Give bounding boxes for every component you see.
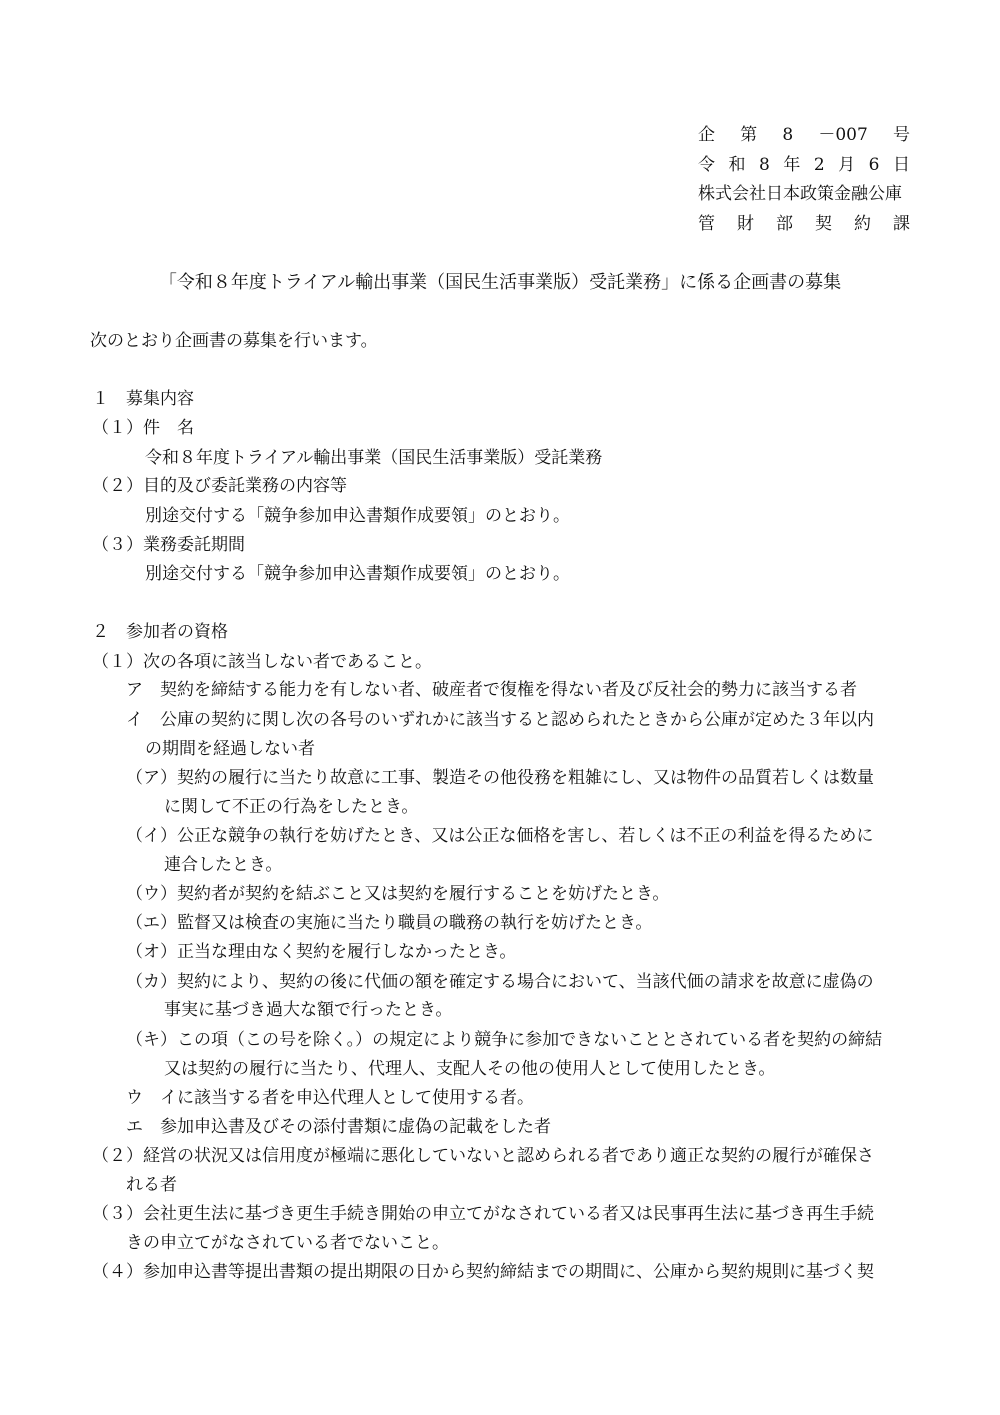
doc-date-char: 年 [783, 155, 801, 175]
doc-number-char: －007 [818, 125, 868, 145]
list-item: （２）目的及び委託業務の内容等 [92, 476, 347, 496]
sub-item: ア 契約を締結する能力を有しない者、破産者で復権を得ない者及び反社会的勢力に該当する者 [126, 680, 857, 700]
doc-date-char: 令 [698, 155, 715, 175]
issuer-department-char: 課 [893, 214, 910, 234]
list-item: （４）参加申込書等提出書類の提出期限の日から契約締結までの期間に、公庫から契約規則に基づく契 [92, 1262, 874, 1282]
list-item: （１）件 名 [92, 418, 194, 438]
doc-number-char: 第 [740, 125, 758, 145]
section-heading: ２ 参加者の資格 [92, 622, 228, 642]
clause-item: （ア）契約の履行に当たり故意に工事、製造その他役務を粗雑にし、又は物件の品質若しくは数量 [126, 768, 874, 788]
doc-date-char: 6 [868, 155, 880, 175]
issuer-department-char: 契 [815, 214, 832, 234]
clause-item: （カ）契約により、契約の後に代価の額を確定する場合において、当該代価の請求を故意に虚偽の [126, 972, 874, 992]
sub-item-continued: の期間を経過しない者 [145, 739, 315, 759]
list-item: （３）会社更生法に基づき更生手続き開始の申立てがなされている者又は民事再生法に基づき再生手続 [92, 1204, 874, 1224]
issuer-organization: 株式会社日本政策金融公庫 [698, 184, 902, 204]
issuer-department-char: 管 [698, 214, 715, 234]
list-item: （３）業務委託期間 [92, 535, 245, 555]
clause-item: （オ）正当な理由なく契約を履行しなかったとき。 [126, 942, 517, 962]
clause-item-continued: 又は契約の履行に当たり、代理人、支配人その他の使用人として使用したとき。 [164, 1059, 776, 1079]
clause-item-continued: 事実に基づき過大な額で行ったとき。 [164, 1000, 453, 1020]
doc-date-char: 日 [892, 155, 910, 175]
section-heading: １ 募集内容 [92, 389, 194, 409]
list-item-continued: れる者 [126, 1175, 177, 1195]
doc-number-char: 企 [698, 125, 715, 145]
doc-date-char: 2 [813, 155, 825, 175]
issuer-department-char: 財 [737, 214, 754, 234]
issuer-department-char: 部 [776, 214, 793, 234]
issuer-department-char: 約 [854, 214, 871, 234]
list-item-text: 令和８年度トライアル輸出事業（国民生活事業版）受託業務 [145, 448, 603, 468]
issuer-department [698, 213, 910, 235]
list-item-text: 別途交付する「競争参加申込書類作成要領」のとおり。 [145, 506, 570, 526]
clause-item-continued: 連合したとき。 [164, 855, 283, 875]
sub-item: ウ イに該当する者を申込代理人として使用する者。 [126, 1088, 534, 1108]
sub-item: エ 参加申込書及びその添付書類に虚偽の記載をした者 [126, 1117, 551, 1137]
doc-number [698, 124, 910, 146]
sub-item: イ 公庫の契約に関し次の各号のいずれかに該当すると認められたときから公庫が定めた３年以内 [126, 710, 874, 730]
list-item-continued: きの申立てがなされている者でないこと。 [126, 1233, 449, 1253]
clause-item: （エ）監督又は検査の実施に当たり職員の職務の執行を妨げたとき。 [126, 913, 653, 933]
doc-number-char: 号 [892, 125, 910, 145]
list-item-text: 別途交付する「競争参加申込書類作成要領」のとおり。 [145, 564, 570, 584]
clause-item: （ウ）契約者が契約を結ぶこと又は契約を履行することを妨げたとき。 [126, 884, 670, 904]
document-title: 「令和８年度トライアル輸出事業（国民生活事業版）受託業務」に係る企画書の募集 [158, 272, 842, 293]
list-item: （１）次の各項に該当しない者であること。 [92, 652, 432, 672]
intro-text: 次のとおり企画書の募集を行います。 [90, 331, 378, 351]
doc-date [698, 154, 910, 176]
clause-item: （キ）この項（この号を除く。）の規定により競争に参加できないこととされている者を契約の締結 [126, 1030, 883, 1050]
list-item: （２）経営の状況又は信用度が極端に悪化していないと認められる者であり適正な契約の履行が確保さ [92, 1146, 874, 1166]
doc-date-char: 月 [838, 155, 856, 175]
clause-item: （イ）公正な競争の執行を妨げたとき、又は公正な価格を害し、若しくは不正の利益を得るために [126, 826, 874, 846]
clause-item-continued: に関して不正の行為をしたとき。 [164, 797, 419, 817]
doc-date-char: 和 [728, 155, 746, 175]
doc-number-char: 8 [782, 125, 794, 145]
doc-date-char: 8 [759, 155, 770, 175]
